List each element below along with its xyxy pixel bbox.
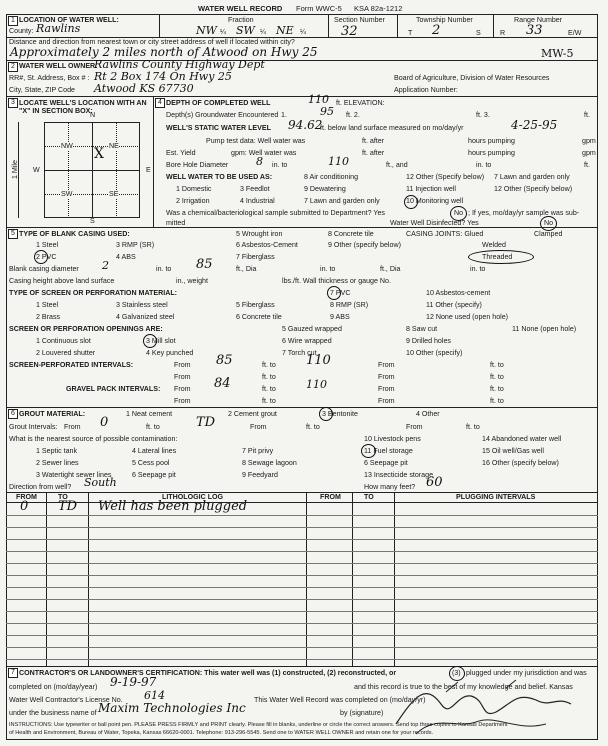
quarter-mark-1: ¼: [220, 28, 226, 36]
opening-9: 9 Drilled holes: [406, 337, 451, 345]
use-4: 4 Industrial: [240, 197, 275, 205]
joints-threaded: Threaded: [482, 253, 513, 261]
contam-9: 9 Feedyard: [242, 471, 278, 479]
how-many-label: How many feet?: [364, 483, 416, 491]
screen-intervals-label: SCREEN-PERFORATED INTERVALS:: [9, 361, 134, 369]
log-row-from: 0: [20, 499, 29, 514]
gravel-ft-to-4: ft. to: [490, 397, 504, 405]
depth-label: DEPTH OF COMPLETED WELL: [166, 99, 271, 107]
township-s: S: [476, 29, 481, 37]
gw-1: 1.: [281, 111, 287, 119]
grout-from-3: From: [406, 423, 423, 431]
screen-1: 1 Steel: [36, 301, 59, 309]
cert-d: This Water Well Record was completed on (mo/day/yr): [254, 696, 426, 704]
opening-2: 2 Louvered shutter: [36, 349, 96, 357]
section-5-number: 5: [8, 229, 18, 239]
city-value: Atwood KS 67730: [94, 82, 194, 95]
disinfected-label: Water Well Disinfected? Yes: [390, 219, 479, 227]
contam-13: 13 Insecticide storage: [364, 471, 434, 479]
grid-e: E: [146, 166, 151, 174]
gravel-ft-to: ft. to: [262, 385, 276, 393]
casing-lbs: lbs./ft. Wall thickness or gauge No.: [282, 277, 391, 285]
township-value: 2: [432, 23, 441, 38]
opening-4: 4 Key punched: [146, 349, 194, 357]
use-7: 7 Lawn and garden only: [304, 197, 380, 205]
screen-8: 8 RMP (SR): [330, 301, 369, 309]
screen-ft-to-4: ft. to: [490, 373, 504, 381]
casing-weight: in., weight: [176, 277, 208, 285]
grout-4: 4 Other: [416, 410, 440, 418]
log-header-from: FROM: [16, 493, 37, 501]
screen-12: 12 None used (open hole): [426, 313, 509, 321]
log-rule-line: [6, 659, 598, 660]
static-value: 94.62: [288, 118, 323, 132]
blank-in-to-2: in. to: [320, 265, 336, 273]
gravel-to-value: 110: [306, 378, 327, 391]
license-label: Water Well Contractor's License No.: [9, 696, 123, 704]
contam-label: What is the nearest source of possible contamination:: [9, 435, 178, 443]
contam-14: 14 Abandoned water well: [482, 435, 562, 443]
log-rule-line: [6, 527, 598, 528]
grout-to-value: TD: [196, 415, 216, 430]
bore-and: ft., and: [386, 161, 408, 169]
log-header-to-2: TO: [364, 493, 374, 501]
section-2-number: 2: [8, 62, 18, 72]
section-4-number: 4: [155, 98, 165, 108]
business-label: under the business name of: [9, 709, 97, 717]
screen-2: 2 Brass: [36, 313, 61, 321]
pump-gpm: gpm: [582, 137, 596, 145]
casing-9: 9 Other (specify below): [328, 241, 401, 249]
board-label: Board of Agriculture, Division of Water Resources: [394, 74, 550, 82]
screen-6: 6 Concrete tile: [236, 313, 282, 321]
depth-value: 110: [308, 93, 329, 106]
screen-from-value: 85: [216, 353, 233, 368]
screen-ft-to-2: ft. to: [490, 361, 504, 369]
section-3-number: 3: [8, 98, 18, 108]
est-gpm-unit: gpm: [582, 149, 596, 157]
completed-label: completed on (mo/day/year): [9, 683, 98, 691]
distance-value: Approximately 2 miles north of Atwood on Hwy 25: [10, 45, 318, 59]
contam-6: 6 Seepage pit: [132, 471, 176, 479]
opening-7: 7 Torch cut: [282, 349, 317, 357]
grout-ft-to-3: ft. to: [466, 423, 480, 431]
blank-ft-dia-1: ft., Dia: [236, 265, 257, 273]
bore-ft: ft.: [584, 161, 590, 169]
contam-16: 16 Other (specify below): [482, 459, 559, 467]
gravel-ft-to-3: ft. to: [262, 397, 276, 405]
grout-3: 3 Bentonite: [322, 410, 358, 418]
gravel-from-4: From: [378, 397, 395, 405]
grout-from-2: From: [250, 423, 267, 431]
grout-ft-to-2: ft. to: [306, 423, 320, 431]
grout-ft-to: ft. to: [146, 423, 160, 431]
chem-no: No: [454, 209, 464, 217]
circle-monitoring: [404, 195, 418, 209]
screen-9: 9 ABS: [330, 313, 350, 321]
screen-5: 5 Fiberglass: [236, 301, 275, 309]
screen-from-2: From: [378, 361, 395, 369]
use-2: 2 Irrigation: [176, 197, 210, 205]
log-rule-line: [6, 599, 598, 600]
cert-c: and this record is true to the best of my knowledge and belief. Kansas: [354, 683, 573, 691]
est-after: ft. after: [362, 149, 385, 157]
grout-2: 2 Cement grout: [228, 410, 277, 418]
quarter-mark-2: ¼: [260, 28, 266, 36]
grid-ne: NE: [109, 142, 119, 150]
feet-value: 60: [426, 475, 443, 490]
pump-after: ft. after: [362, 137, 385, 145]
well-id: MW-5: [541, 47, 574, 60]
section-number-label: Section Number: [334, 16, 385, 24]
static-rest: ft. below land surface measured on mo/day/yr: [320, 124, 464, 132]
gw-value: 95: [320, 105, 334, 118]
owner-value: Rawlins County Highway Dept: [94, 58, 265, 71]
log-row-text: Well has been plugged: [98, 499, 248, 514]
contam-12: 6 Seepage pit: [364, 459, 408, 467]
casing-7: 7 Fiberglass: [236, 253, 275, 261]
section-7-number: 7: [8, 668, 18, 678]
section-1-number: 1: [8, 16, 18, 26]
county-label: County:: [9, 27, 34, 35]
screen-ft-to-3: ft. to: [262, 373, 276, 381]
city-label: City, State, ZIP Code: [9, 86, 75, 94]
use-12: 12 Other (Specify below): [494, 185, 573, 193]
county-value: Rawlins: [36, 22, 81, 35]
joints-welded: Welded: [482, 241, 506, 249]
contam-1: 1 Septic tank: [36, 447, 78, 455]
gravel-from-value: 84: [214, 376, 231, 391]
grid-nw: NW: [61, 142, 73, 150]
opening-3: 3 Mill slot: [146, 337, 176, 345]
by-signature-label: by (signature): [340, 709, 384, 717]
range-r: R: [500, 29, 506, 37]
joints-label: CASING JOINTS: Glued: [406, 230, 484, 238]
log-header-lithologic: LITHOLOGIC LOG: [162, 493, 224, 501]
chem-rest: ; If yes, mo/day/yr sample was sub-: [468, 209, 580, 217]
log-rule-line: [6, 515, 598, 516]
gw-3: ft. 3.: [476, 111, 490, 119]
grid-se: SE: [109, 190, 119, 198]
opening-6: 6 Wire wrapped: [282, 337, 332, 345]
casing-5: 5 Wrought iron: [236, 230, 283, 238]
contam-2: 2 Sewer lines: [36, 459, 79, 467]
circle-disinfected-no: [540, 216, 557, 231]
log-rule-line: [6, 539, 598, 540]
cert-3: (3): [452, 669, 461, 677]
log-rule-line: [6, 551, 598, 552]
use-5: 8 Air conditioning: [304, 173, 359, 181]
use-10: 10 Monitoring well: [406, 197, 464, 205]
range-label: Range Number: [514, 16, 563, 24]
log-rule-line: [6, 635, 598, 636]
chem-label: Was a chemical/bacteriological sample submitted to Department? Yes: [166, 209, 385, 217]
ksa-number: KSA 82a-1212: [354, 4, 403, 13]
use-label: WELL WATER TO BE USED AS:: [166, 173, 273, 181]
instructions-line-2: of Health and Environment, Bureau of Water, Topeka, Kansas 66620-0001. Telephone: 913-296-5545. Send one to WATER WELL OWNER and retain one for your records.: [9, 730, 434, 736]
casing-6: 6 Asbestos-Cement: [236, 241, 298, 249]
locate-label: LOCATE WELL'S LOCATION WITH AN "X" IN SECTION BOX:: [19, 99, 147, 116]
direction-value: South: [84, 476, 117, 489]
application-label: Application Number:: [394, 86, 458, 94]
screen-from-4: From: [378, 373, 395, 381]
contam-11: 11 Fuel storage: [364, 447, 413, 455]
pump-hours: hours pumping: [468, 137, 515, 145]
use-3: 3 Feedlot: [240, 185, 270, 193]
casing-8: 8 Concrete tile: [328, 230, 374, 238]
est-hours: hours pumping: [468, 149, 515, 157]
log-rule-line: [6, 647, 598, 648]
contam-3: 3 Watertight sewer lines: [36, 471, 112, 479]
casing-3: 3 RMP (SR): [116, 241, 155, 249]
gw-label: Depth(s) Groundwater Encountered: [166, 111, 279, 119]
grid-n: N: [90, 111, 96, 119]
circle-threaded: [468, 250, 534, 264]
bore-in-to2: in. to: [476, 161, 492, 169]
circle-pvc: [34, 250, 48, 264]
range-value: 33: [526, 23, 543, 38]
blank-in-to: in. to: [156, 265, 172, 273]
joints-clamped: Clamped: [534, 230, 563, 238]
use-6: 9 Dewatering: [304, 185, 346, 193]
log-rule-line: [6, 563, 598, 564]
grid-x-mark: X: [94, 146, 104, 162]
section-number-value: 32: [341, 24, 358, 39]
gw-2: ft. 2.: [346, 111, 360, 119]
owner-label: WATER WELL OWNER:: [19, 62, 98, 70]
log-rule-line: [6, 611, 598, 612]
location-label: LOCATION OF WATER WELL:: [19, 16, 119, 24]
blank-in-to-3: in. to: [470, 265, 486, 273]
section-6-number: 6: [8, 409, 18, 419]
casing-label: TYPE OF BLANK CASING USED:: [19, 230, 130, 238]
log-rule-line: [6, 575, 598, 576]
opening-10: 10 Other (specify): [406, 349, 463, 357]
blank-to-value: 85: [196, 257, 213, 272]
pump-label: Pump test data: Well water was: [206, 137, 306, 145]
log-header-plugging: PLUGGING INTERVALS: [456, 493, 536, 501]
casing-2: 2 PVC: [36, 253, 57, 261]
license-value: 614: [144, 689, 165, 702]
screen-from-label: From: [174, 361, 191, 369]
contam-8: 8 Sewage lagoon: [242, 459, 297, 467]
opening-8: 8 Saw cut: [406, 325, 438, 333]
fraction-1: NW: [196, 24, 217, 37]
screen-7: 7 PVC: [330, 289, 351, 297]
depth-unit: ft. ELEVATION:: [336, 99, 385, 107]
screen-label: TYPE OF SCREEN OR PERFORATION MATERIAL:: [9, 289, 178, 297]
static-label: WELL'S STATIC WATER LEVEL: [166, 124, 271, 132]
grid-s: S: [90, 217, 95, 225]
use-1: 1 Domestic: [176, 185, 212, 193]
casing-height-label: Casing height above land surface: [9, 277, 115, 285]
grout-from-label: From: [64, 423, 81, 431]
bore-label: Bore Hole Diameter: [166, 161, 229, 169]
form-number: Form WWC-5: [296, 4, 342, 13]
blank-dia-label: Blank casing diameter: [9, 265, 79, 273]
casing-1: 1 Steel: [36, 241, 59, 249]
bore-value: 8: [256, 155, 263, 168]
quarter-mark-3: ¼: [300, 28, 306, 36]
chem-mitted: mitted: [166, 219, 186, 227]
township-t: T: [408, 29, 413, 37]
screen-to-value: 110: [306, 353, 331, 368]
mile-label: 1 Mile: [10, 160, 19, 180]
contam-15: 15 Oil well/Gas well: [482, 447, 544, 455]
screen-from-3: From: [174, 373, 191, 381]
well-record-form: [6, 4, 598, 740]
cert-label: CONTRACTOR'S OR LANDOWNER'S CERTIFICATION: This water well was (1) constructed, (2) reconstructed, or: [19, 669, 397, 677]
static-date: 4-25-95: [511, 118, 558, 132]
blank-dia-value: 2: [102, 259, 109, 272]
contam-4: 4 Lateral lines: [132, 447, 177, 455]
circle-mill-slot: [143, 334, 157, 348]
circle-bentonite: [319, 407, 333, 421]
opening-11: 11 None (open hole): [512, 325, 577, 333]
log-header-to: TO: [58, 493, 68, 501]
distance-label: Distance and direction from nearest town or city street address of well if located within city?: [9, 38, 295, 46]
contam-5: 5 Cess pool: [132, 459, 170, 467]
address-value: Rt 2 Box 174 On Hwy 25: [94, 70, 232, 83]
fraction-3: NE: [276, 24, 294, 37]
openings-label: SCREEN OR PERFORATION OPENINGS ARE:: [9, 325, 163, 333]
log-row-to: TD: [58, 499, 78, 514]
contam-7: 7 Pit privy: [242, 447, 274, 455]
log-header-from-2: FROM: [320, 493, 341, 501]
gravel-from-label: From: [174, 385, 191, 393]
disinfected-no: No: [544, 219, 554, 227]
bore-to: 110: [328, 155, 349, 168]
gravel-label: GRAVEL PACK INTERVALS:: [66, 385, 161, 393]
blank-ft-dia-2: ft., Dia: [380, 265, 401, 273]
completed-value: 9-19-97: [110, 675, 157, 689]
gravel-ft-to-2: ft. to: [490, 385, 504, 393]
log-rule-line: [6, 587, 598, 588]
range-ew: E/W: [568, 29, 582, 37]
address-label: RR#, St. Address, Box # :: [9, 74, 90, 82]
grout-from-value: 0: [100, 415, 109, 430]
contam-10: 10 Livestock pens: [364, 435, 421, 443]
casing-4: 4 ABS: [116, 253, 136, 261]
screen-ft-to: ft. to: [262, 361, 276, 369]
gw-ft: ft.: [584, 111, 590, 119]
direction-label: Direction from well?: [9, 483, 72, 491]
use-11: 7 Lawn and garden only: [494, 173, 570, 181]
instructions-line-1: INSTRUCTIONS: Use typewriter or ball point pen. PLEASE PRESS FIRMLY and PRINT clearly. Please fill in blanks, underline or circle the correct answers. Send top three copies to Kansas Department: [9, 722, 508, 728]
grout-1: 1 Neat cement: [126, 410, 173, 418]
opening-5: 5 Gauzed wrapped: [282, 325, 342, 333]
opening-1: 1 Continuous slot: [36, 337, 91, 345]
screen-3: 3 Stainless steel: [116, 301, 168, 309]
screen-10: 10 Asbestos-cement: [426, 289, 491, 297]
cert-b: plugged under my jurisdiction and was: [466, 669, 587, 677]
bore-in-to: in. to: [272, 161, 288, 169]
est-yield: Est. Yield: [166, 149, 196, 157]
circle-fuel-storage: [361, 444, 376, 458]
fraction-label: Fraction: [228, 16, 254, 24]
screen-11: 11 Other (specify): [426, 301, 482, 309]
business-value: Maxim Technologies Inc: [98, 701, 246, 715]
est-gpm: gpm: Well water was: [231, 149, 297, 157]
form-title: WATER WELL RECORD: [198, 4, 283, 13]
grid-sw: SW: [61, 190, 73, 198]
gravel-from-3: From: [174, 397, 191, 405]
fraction-2: SW: [236, 24, 255, 37]
log-rule-line: [6, 623, 598, 624]
use-8: 12 Other (Specify below): [406, 173, 485, 181]
township-label: Township Number: [416, 16, 473, 24]
use-9: 11 Injection well: [406, 185, 456, 193]
grout-label: GROUT MATERIAL:: [19, 410, 86, 418]
grout-int-label: Grout Intervals:: [9, 423, 58, 431]
circle-screen-pvc: [327, 286, 341, 300]
grid-w: W: [33, 166, 40, 174]
gravel-from-2: From: [378, 385, 395, 393]
screen-4: 4 Galvanized steel: [116, 313, 175, 321]
